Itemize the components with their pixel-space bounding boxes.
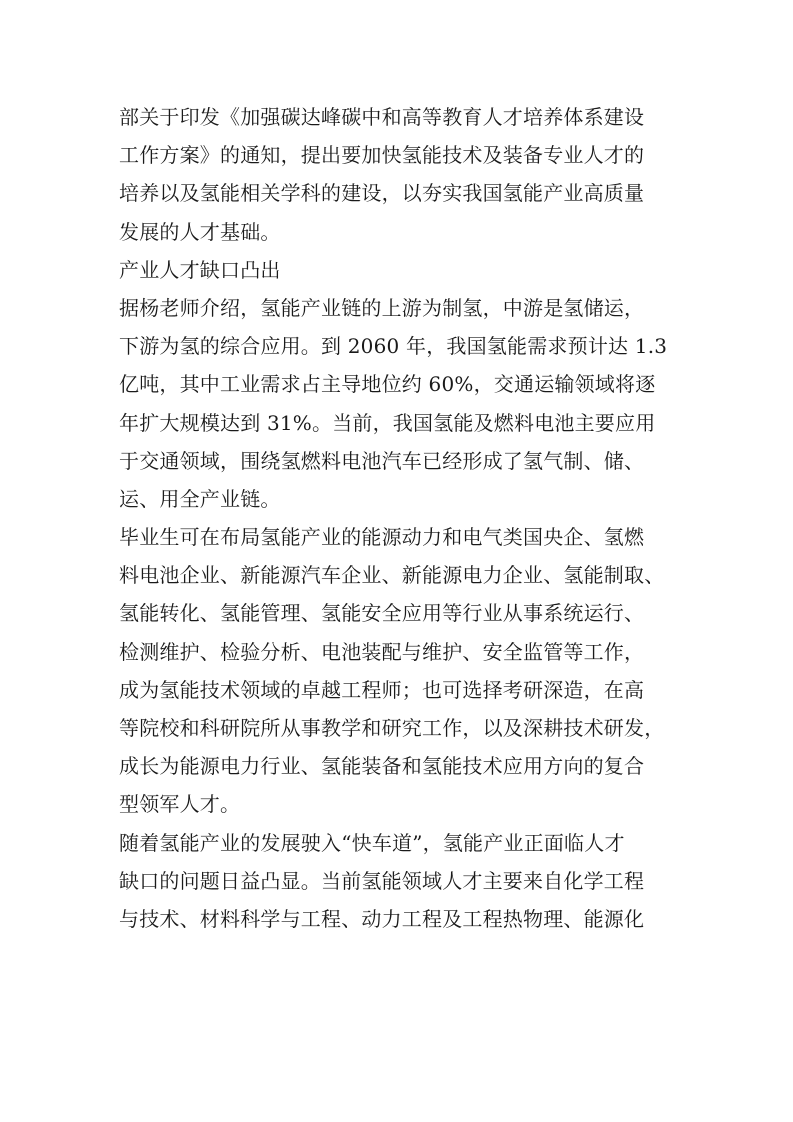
text-line: 培养以及氢能相关学科的建设，以夯实我国氢能产业高质量 (119, 181, 645, 206)
body-text (119, 98, 689, 938)
text-line: 工作方案》的通知，提出要加快氢能技术及装备专业人才的 (119, 143, 645, 168)
text-line: 缺口的问题日益凸显。当前氢能领域人才主要来自化学工程 (119, 868, 645, 893)
section-heading: 产业人才缺口凸出 (119, 257, 281, 282)
text-line: 于交通领域，围绕氢燃料电池汽车已经形成了氢气制、储、 (119, 448, 645, 473)
text-line: 亿吨，其中工业需求占主导地位约 60%，交通运输领域将逐 (119, 372, 656, 397)
text-line: 随着氢能产业的发展驶入“快车道”，氢能产业正面临人才 (119, 830, 625, 855)
text-line: 检测维护、检验分析、电池装配与维护、安全监管等工作， (119, 639, 645, 664)
text-line: 成长为能源电力行业、氢能装备和氢能技术应用方向的复合 (119, 754, 645, 779)
text-line: 发展的人才基础。 (119, 219, 281, 244)
text-line: 型领军人才。 (119, 792, 241, 817)
text-line: 下游为氢的综合应用。到 2060 年，我国氢能需求预计达 1.3 (119, 334, 668, 359)
text-line: 与技术、材料科学与工程、动力工程及工程热物理、能源化 (119, 906, 645, 931)
text-line: 氢能转化、氢能管理、氢能安全应用等行业从事系统运行、 (119, 601, 645, 626)
text-line: 运、用全产业链。 (119, 486, 281, 511)
text-line: 成为氢能技术领域的卓越工程师；也可选择考研深造，在高 (119, 677, 645, 702)
text-line: 等院校和科研院所从事教学和研究工作，以及深耕技术研发， (119, 716, 665, 740)
text-line: 部关于印发《加强碳达峰碳中和高等教育人才培养体系建设 (119, 105, 645, 129)
text-line: 年扩大规模达到 31%。当前，我国氢能及燃料电池主要应用 (119, 410, 656, 435)
text-line: 毕业生可在布局氢能产业的能源动力和电气类国央企、氢燃 (119, 525, 645, 550)
text-line: 据杨老师介绍，氢能产业链的上游为制氢，中游是氢储运， (119, 295, 645, 320)
text-line: 料电池企业、新能源汽车企业、新能源电力企业、氢能制取、 (119, 563, 665, 588)
